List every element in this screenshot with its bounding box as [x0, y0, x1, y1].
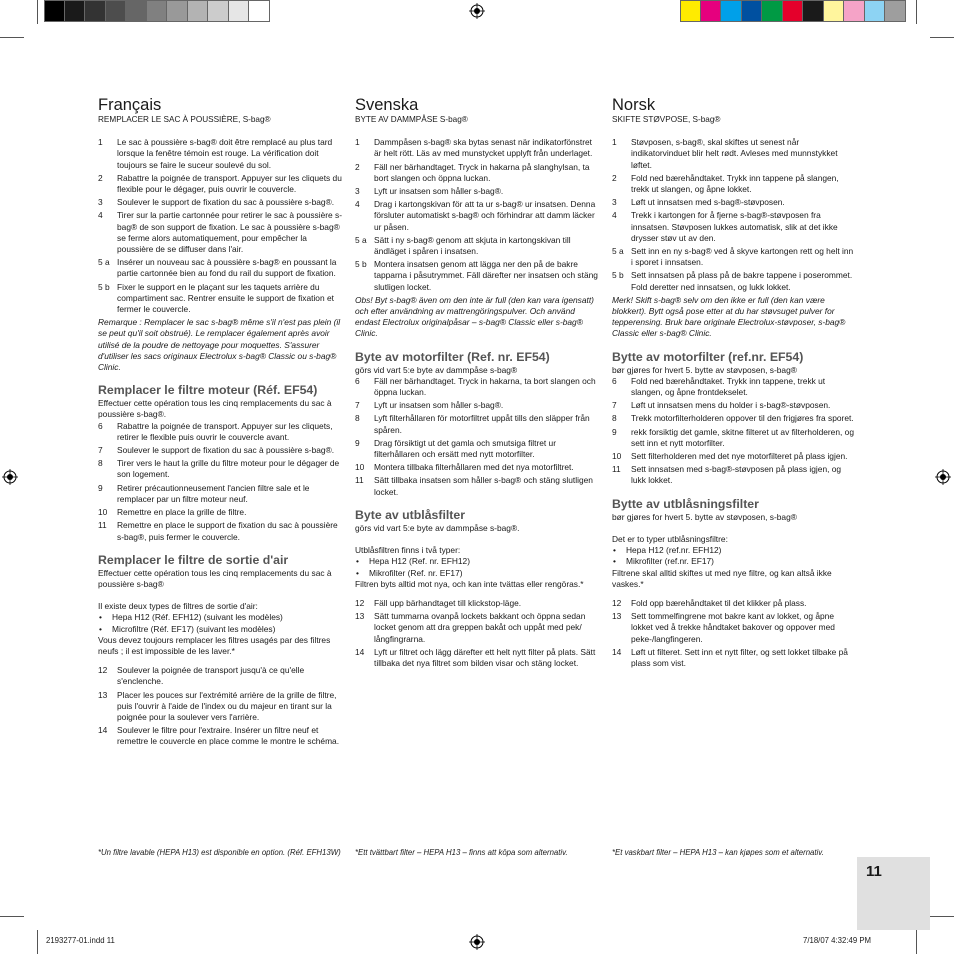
step-number: 2 [98, 172, 103, 183]
step-text: Retirer précautionneusement l'ancien filtre sale et le remplacer par un filtre moteur neuf. [117, 482, 310, 504]
step-item [612, 137, 857, 171]
step-item [355, 376, 600, 398]
filter-type-text: Microfiltre (Réf. EF17) (suivant les modèles) [112, 623, 276, 634]
filter-type-item [612, 545, 857, 556]
gray-swatch [106, 0, 127, 22]
motor-filter-intro: görs vid vart 5:e byte av dammpåse s-bag® [355, 364, 518, 375]
step-number: 8 [98, 458, 103, 469]
step-number: 4 [355, 199, 360, 210]
step-item [612, 611, 857, 645]
step-text: Remettre en place la grille de filtre. [117, 507, 247, 518]
step-item [612, 400, 857, 411]
crop-mark [930, 37, 954, 38]
step-number: 4 [98, 210, 103, 221]
step-number: 2 [355, 161, 360, 172]
step-item [355, 199, 600, 233]
step-item [612, 173, 857, 195]
step-item [98, 665, 343, 687]
step-item [98, 137, 343, 171]
step-item [355, 186, 600, 197]
step-number: 11 [355, 475, 364, 486]
gray-swatch [188, 0, 209, 22]
step-item [98, 458, 343, 480]
step-number: 3 [612, 197, 617, 208]
footnote: *Ett tvättbart filter – HEPA H13 – finns att köpa som alternativ. [355, 848, 568, 857]
filter-type-text: Mikrofilter (Ref. nr. EF17) [369, 567, 463, 578]
crop-mark [0, 916, 24, 917]
crop-mark [0, 37, 24, 38]
step-text: Drag försiktigt ut det gamla och smutsiga filtret ur filterhållaren och ersätt med nytt motorfilter. [374, 437, 556, 460]
gray-swatch [126, 0, 147, 22]
step-text: Fold opp bærehåndtaket til det klikker på plass. [631, 597, 807, 608]
step-text: Rabattre la poignée de transport. Appuyer sur les cliquets du flexible pour le dégager, puis ouvrir le couvercle. [117, 172, 342, 195]
step-item [612, 451, 857, 462]
step-item [98, 507, 343, 518]
step-item [98, 445, 343, 456]
language-column-0 [98, 96, 343, 750]
step-text: Sätt tillbaka insatsen som håller s-bag® och stäng slutligen locket. [374, 475, 593, 497]
filter-type-item [98, 624, 343, 635]
gray-swatch [147, 0, 168, 22]
exhaust-filter-heading: Bytte av utblåsningsfilter [612, 496, 759, 511]
registration-mark-icon [469, 934, 485, 950]
step-text: Soulever le support de fixation du sac à poussière s-bag®. [117, 445, 335, 456]
step-number: 5 a [355, 234, 367, 245]
step-number: 12 [612, 597, 622, 608]
section-subtitle: SKIFTE STØVPOSE, S-bag® [612, 115, 721, 124]
step-text: Sett inn en ny s-bag® ved å skyve kartongen rett og helt inn i sporet i innsatsen. [631, 246, 854, 268]
step-number: 6 [355, 375, 360, 386]
registration-mark-icon [469, 3, 485, 19]
step-text: Fold ned bærehåndtaket. Trykk inn tappene på slangen, trekk ut slangen, og åpne lokket. [631, 172, 839, 195]
step-number: 13 [612, 611, 622, 622]
bullet: • [356, 556, 359, 567]
step-number: 3 [98, 197, 103, 208]
step-number: 1 [612, 137, 617, 148]
color-swatch [844, 0, 865, 22]
filter-type-text: Mikrofilter (ref.nr. EF17) [626, 556, 714, 567]
step-text: Insérer un nouveau sac à poussière s-bag® en poussant la partie cartonnée bien au fond du rail du support de fixation. [117, 257, 337, 279]
step-number: 3 [355, 186, 360, 197]
color-swatch [783, 0, 804, 22]
step-item [612, 598, 857, 609]
cmyk-color-bar [680, 0, 906, 22]
color-swatch [742, 0, 763, 22]
step-number: 11 [612, 464, 621, 475]
crop-mark [930, 916, 954, 917]
step-text: Sett innsatsen på plass på de bakre tappene i poserommet. Fold deretter ned innsatsen, og lukk lokket. [631, 270, 853, 292]
language-column-1 [355, 96, 600, 671]
step-text: Tirer vers le haut la grille du filtre moteur pour le dégager de son logement. [117, 458, 340, 480]
step-text: Tirer sur la partie cartonnée pour retirer le sac à poussière s-bag® de son support de fixation. Le sac à poussière s-bag® se ferme alors automatiquement, pour empêcher la poussière de se diffuser dans l'air. [117, 210, 342, 255]
step-item [98, 173, 343, 195]
bullet: • [99, 623, 102, 634]
step-text: Sätt i ny s-bag® genom att skjuta in kartongskivan till ändläget i spåren i insatsen. [374, 234, 571, 257]
step-number: 5 a [98, 257, 110, 268]
filter-type-text: Hepa H12 (Réf. EFH12) (suivant les modèles) [112, 612, 283, 623]
filter-types-intro: Det er to typer utblåsningsfiltre: [612, 533, 728, 544]
step-number: 8 [355, 413, 360, 424]
filter-type-item [355, 568, 600, 579]
step-number: 12 [355, 597, 365, 608]
section-subtitle: BYTE AV DAMMPÅSE S-bag® [355, 115, 468, 124]
step-item [612, 647, 857, 669]
filter-type-item [98, 612, 343, 623]
step-text: Lyft ur filtret och lägg därefter ett helt nytt filter på plats. Sätt tillbaka det nya filtret som bilden visar och stäng locket. [374, 646, 596, 668]
step-item [612, 246, 857, 268]
step-text: Dammpåsen s-bag® ska bytas senast när indikatorfönstret är helt rött. Läs av med munstycket upplyft från underlaget. [374, 137, 593, 159]
step-text: Soulever la poignée de transport jusqu'à ce qu'elle s'enclenche. [117, 665, 305, 687]
exhaust-filter-intro: bør gjøres for hvert 5. bytte av støvposen, s-bag® [612, 511, 797, 522]
step-text: Sett innsatsen med s-bag®-støvposen på plass igjen, og lukk lokket. [631, 464, 842, 486]
bullet: • [356, 567, 359, 578]
color-swatch [701, 0, 722, 22]
footnote: *Un filtre lavable (HEPA H13) est disponible en option. (Réf. EFH13W) [98, 848, 341, 857]
step-item [98, 520, 343, 542]
step-item [355, 400, 600, 411]
step-text: Løft ut innsatsen med s-bag®-støvposen. [631, 197, 785, 208]
step-number: 4 [612, 210, 617, 221]
step-number: 7 [612, 400, 617, 411]
motor-filter-intro: bør gjøres for hvert 5. bytte av støvposen, s-bag® [612, 364, 797, 375]
step-item [355, 598, 600, 609]
step-text: Lyft filterhållaren för motorfiltret uppåt tills den släpper från spåren. [374, 413, 590, 435]
filter-types-note: Vous devez toujours remplacer les filtres usagés par des filtres neufs ; il est impossible de les laver.* [98, 634, 331, 656]
filter-type-text: Hepa H12 (ref.nr. EFH12) [626, 545, 722, 556]
filter-types-note: Filtrene skal alltid skiftes ut med nye filtre, og kan altså ikke vaskes.* [612, 567, 832, 589]
step-item [355, 137, 600, 159]
motor-filter-heading: Bytte av motorfilter (ref.nr. EF54) [612, 349, 804, 364]
step-number: 6 [98, 420, 103, 431]
color-swatch [885, 0, 906, 22]
registration-mark-icon [2, 469, 18, 485]
step-item [612, 413, 857, 424]
step-number: 14 [612, 646, 622, 657]
slug-datetime: 7/18/07 4:32:49 PM [803, 936, 872, 945]
step-item [98, 690, 343, 724]
crop-mark [916, 930, 917, 954]
step-number: 5 b [612, 270, 624, 281]
gray-swatch [229, 0, 250, 22]
color-swatch [865, 0, 886, 22]
step-item [355, 647, 600, 669]
step-item [355, 259, 600, 293]
gray-swatch [65, 0, 86, 22]
step-text: Soulever le filtre pour l'extraire. Insérer un filtre neuf et remettre le couvercle en place comme le montre le schéma. [117, 725, 340, 747]
step-text: Løft ut innsatsen mens du holder i s-bag®-støvposen. [631, 400, 831, 411]
exhaust-filter-intro: Effectuer cette opération tous les cinq remplacements du sac à poussière s-bag® [98, 567, 332, 589]
step-text: Fixer le support en le plaçant sur les taquets arrière du compartiment sac. Rentrer ensuite le support de fixation et fermer le couvercle. [117, 281, 334, 315]
step-item [355, 611, 600, 645]
step-text: Rabattre la poignée de transport. Appuyer sur les cliquets, retirer le flexible puis ouvrir le couvercle avant. [117, 420, 333, 442]
step-text: Fäll ner bärhandtaget. Tryck in hakarna på slanghylsan, ta bort slangen och öppna luckan. [374, 161, 590, 183]
language-title: Norsk [612, 96, 656, 114]
filter-type-text: Hepa H12 (Ref. nr. EFH12) [369, 556, 471, 567]
step-item [612, 427, 857, 449]
motor-filter-heading: Remplacer le filtre moteur (Réf. EF54) [98, 383, 318, 398]
color-swatch [762, 0, 783, 22]
exhaust-filter-intro: görs vid vart 5:e byte av dammpåse s-bag®. [355, 522, 520, 533]
step-item [355, 438, 600, 460]
filter-type-item [355, 556, 600, 567]
step-number: 2 [612, 172, 617, 183]
step-number: 13 [98, 689, 108, 700]
step-text: Fäll ner bärhandtaget. Tryck in hakarna, ta bort slangen och öppna luckan. [374, 375, 596, 398]
step-item [98, 725, 343, 747]
gray-swatch [167, 0, 188, 22]
exhaust-filter-heading: Remplacer le filtre de sortie d'air [98, 552, 289, 567]
step-number: 1 [355, 137, 360, 148]
step-item [355, 162, 600, 184]
step-text: Fold ned bærehåndtaket. Trykk inn tappene, trekk ut slangen, og åpne frontdekselet. [631, 375, 826, 398]
step-item [355, 235, 600, 257]
color-swatch [721, 0, 742, 22]
step-number: 10 [98, 507, 108, 518]
step-number: 7 [98, 445, 103, 456]
step-number: 5 a [612, 246, 624, 257]
step-item [98, 421, 343, 443]
step-text: Støvposen, s-bag®, skal skiftes ut senest når indikatorvinduet blir helt rødt. Avleses med munnstykket løftet. [631, 137, 838, 170]
footnote: *Et vaskbart filter – HEPA H13 – kan kjøpes som et alternativ. [612, 848, 824, 857]
step-number: 10 [355, 462, 365, 473]
step-item [98, 483, 343, 505]
step-item [612, 376, 857, 398]
step-number: 13 [355, 611, 365, 622]
filter-types-intro: Utblåsfiltren finns i två typer: [355, 545, 461, 556]
remark-note: Merk! Skift s-bag® selv om den ikke er full (den kan være blokkert). Bytt også pose etter at du har støvsuget pulver for tepperensing. Bruk bare originale Electrolux-støvposer, s-bag® Classic eller s-bag® Clinic. [612, 294, 846, 339]
section-subtitle: REMPLACER LE SAC À POUSSIÈRE, S-bag® [98, 115, 271, 124]
step-item [612, 210, 857, 244]
step-item [612, 270, 857, 292]
step-number: 6 [612, 375, 617, 386]
step-number: 10 [612, 451, 622, 462]
page-number: 11 [866, 863, 882, 880]
step-text: Drag i kartongskivan för att ta ur s-bag® ur insatsen. Denna försluter automatiskt s-bag® och förhindrar att damm läcker ur påsen. [374, 199, 596, 232]
step-item [98, 197, 343, 208]
step-number: 1 [98, 137, 103, 148]
motor-filter-intro: Effectuer cette opération tous les cinq remplacements du sac à poussière s-bag®. [98, 398, 332, 420]
step-item [612, 197, 857, 208]
remark-note: Obs! Byt s-bag® även om den inte är full (den kan vara igensatt) och efter användning av mattrengöringspulver. Och använd endast Electrolux originalpåsar – s-bag® Classic eller s-bag® Clinic. [355, 294, 594, 339]
gray-swatch [249, 0, 270, 22]
step-number: 5 b [98, 281, 110, 292]
step-number: 11 [98, 520, 107, 531]
language-title: Svenska [355, 96, 419, 114]
step-text: Sett filterholderen med det nye motorfilteret på plass igjen. [631, 451, 848, 462]
color-swatch [680, 0, 701, 22]
gray-swatch [85, 0, 106, 22]
step-text: Fäll upp bärhandtaget till klickstop-läge. [374, 597, 522, 608]
color-swatch [803, 0, 824, 22]
grayscale-color-bar [44, 0, 270, 22]
filter-types-intro: Il existe deux types de filtres de sortie d'air: [98, 601, 258, 612]
step-text: rekk forsiktig det gamle, skitne filteret ut av filterholderen, og sett inn et nytt motorfilter. [631, 426, 854, 448]
crop-mark [37, 930, 38, 954]
gray-swatch [44, 0, 65, 22]
step-text: Montera tillbaka filterhållaren med det nya motorfiltret. [374, 462, 574, 473]
step-number: 12 [98, 665, 108, 676]
bullet: • [613, 556, 616, 567]
filter-types-note: Filtren byts alltid mot nya, och kan inte tvättas eller rengöras.* [355, 578, 584, 589]
crop-mark [37, 0, 38, 24]
step-text: Remettre en place le support de fixation du sac à poussière s-bag®, puis fermer le couvercle. [117, 520, 338, 542]
step-text: Placer les pouces sur l'extrémité arrière de la grille de filtre, puis l'ouvrir à l'aide de l'index ou du majeur en tirant sur la poignée pour la soulever vers l'arrière. [117, 689, 337, 722]
step-number: 14 [355, 646, 365, 657]
registration-mark-icon [935, 469, 951, 485]
step-item [612, 464, 857, 486]
step-text: Lyft ur insatsen som håller s-bag®. [374, 186, 504, 197]
step-item [355, 413, 600, 435]
slug-file: 2193277-01.indd 11 [46, 936, 115, 945]
step-item [98, 282, 343, 316]
step-text: Trekk i kartongen for å fjerne s-bag®-støvposen fra innsatsen. Støvposen lukkes automatisk, slik at det ikke drysser støv ut av den. [631, 210, 838, 243]
step-number: 8 [612, 413, 617, 424]
gray-swatch [208, 0, 229, 22]
remark-note: Remarque : Remplacer le sac s-bag® même s'il n'est pas plein (il se peut qu'il soit obstrué). Le remplacer également après avoir utilisé de la poudre de nettoyage pour moquettes. S'assurer d'utiliser les sacs originaux Electrolux s-bag® Classic ou s-bag® Clinic. [98, 317, 341, 373]
bullet: • [613, 545, 616, 556]
language-column-2 [612, 96, 857, 671]
crop-mark [916, 0, 917, 24]
step-number: 9 [98, 482, 103, 493]
exhaust-filter-heading: Byte av utblåsfilter [355, 507, 466, 522]
motor-filter-heading: Byte av motorfilter (Ref. nr. EF54) [355, 349, 550, 364]
step-number: 14 [98, 725, 108, 736]
step-text: Le sac à poussière s-bag® doit être remplacé au plus tard lorsque la fenêtre témoin est rouge. La vérification doit toujours se faire le suceur soulevé du sol. [117, 137, 333, 170]
step-item [98, 257, 343, 279]
step-text: Sett tommelfingrene mot bakre kant av lokket, og åpne lokket ved å trekke håndtaket bakover og oppover med peke-/langfingeren. [631, 611, 835, 644]
step-number: 9 [355, 437, 360, 448]
step-number: 9 [612, 426, 617, 437]
step-text: Trekk motorfilterholderen oppover til den frigjøres fra sporet. [631, 413, 854, 424]
step-text: Montera insatsen genom att lägga ner den på de bakre tapparna i påsutrymmet. Fäll därefter ner insatsen och stäng slutligen locket. [374, 259, 598, 292]
step-item [355, 475, 600, 497]
language-title: Français [98, 96, 162, 114]
step-item [355, 462, 600, 473]
bullet: • [99, 612, 102, 623]
step-text: Lyft ur insatsen som håller s-bag®. [374, 400, 504, 411]
step-text: Soulever le support de fixation du sac à poussière s-bag®. [117, 197, 335, 208]
color-swatch [824, 0, 845, 22]
step-text: Løft ut filteret. Sett inn et nytt filter, og sett lokket tilbake på plass som vist. [631, 646, 848, 668]
step-number: 5 b [355, 259, 367, 270]
step-item [98, 210, 343, 255]
filter-type-item [612, 556, 857, 567]
step-text: Sätt tummarna ovanpå lockets bakkant och öppna sedan locket genom att dra greppen bakåt och uppåt med pek/ långfingrarna. [374, 611, 586, 644]
step-number: 7 [355, 400, 360, 411]
